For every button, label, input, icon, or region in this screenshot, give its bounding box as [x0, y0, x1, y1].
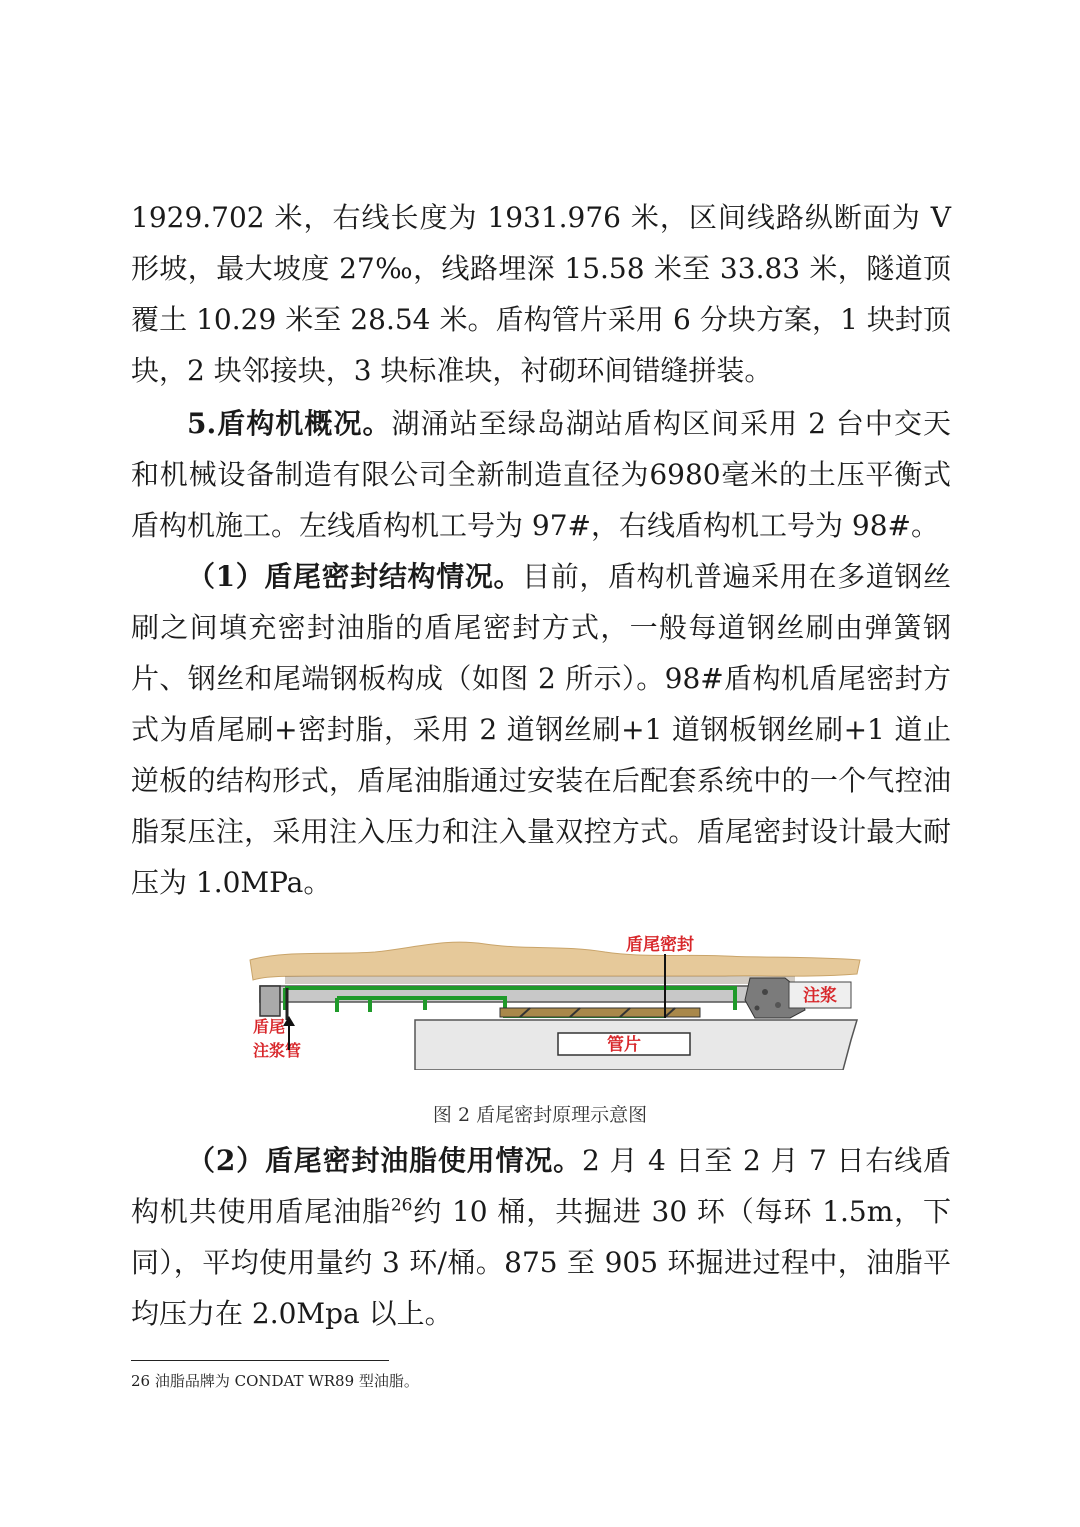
shield-overview-body: 湖涌站至绿岛湖站盾构区间采用 2 台中交天和机械设备制造有限公司全新制造直径为6980毫米的土压平衡式盾构机施工。左线盾构机工号为 97#，右线盾构机工号为 98#。	[131, 407, 951, 542]
section-heading-shield-overview: 5.盾构机概况。	[187, 407, 392, 440]
label-tail-seal: 盾尾密封	[626, 935, 694, 955]
annulus-gap	[285, 976, 795, 984]
label-grout: 注浆	[803, 986, 837, 1006]
subsection-heading-tail-seal-structure: （1）盾尾密封结构情况。	[187, 560, 523, 593]
subsection-heading-grease-usage: （2）盾尾密封油脂使用情况。	[187, 1144, 582, 1177]
soil-layer	[250, 942, 860, 980]
label-segment: 管片	[607, 1035, 641, 1055]
label-grout-pipe: 注浆管	[253, 1041, 302, 1060]
tail-seal-diagram-svg	[245, 930, 865, 1070]
label-shield-tail: 盾尾	[253, 1017, 286, 1036]
paragraph-line-specs: 1929.702 米，右线长度为 1931.976 米，区间线路纵断面为 V 形坡，最大坡度 27‰，线路埋深 15.58 米至 33.83 米，隧道顶覆土 10.29 米至 28.54 米。盾构管片采用 6 分块方案，1 块封顶块，2 块邻接块，3 块标准块，衬砌环间错缝拼装。	[131, 201, 951, 387]
footnote-ref-26: 26	[390, 1195, 413, 1216]
grease-usage-body-a: 2 月 4 日至 2 月 7 日右线盾构机共使用盾尾油脂	[131, 1144, 952, 1228]
tail-seal-structure-body: 目前，盾构机普遍采用在多道钢丝刷之间填充密封油脂的盾尾密封方式，一般每道钢丝刷由弹簧钢片、钢丝和尾端钢板构成（如图 2 所示）。98#盾构机盾尾密封方式为盾尾刷+密封脂，采用 2 道钢丝刷+1 道钢板钢丝刷+1 道止逆板的结构形式，盾尾油脂通过安装在后配套系统中的一个气控油脂泵压注，采用注入压力和注入量双控方式。盾尾密封设计最大耐压为 1.0MPa。	[131, 560, 951, 899]
footnote-divider	[131, 1360, 389, 1361]
shell-left-end	[260, 986, 280, 1016]
figure-caption: 图 2 盾尾密封原理示意图	[432, 1104, 648, 1126]
figure-tail-seal-diagram	[245, 930, 865, 1070]
paragraph-shield-overview	[131, 398, 951, 551]
footnote-26: 26 油脂品牌为 CONDAT WR89 型油脂。	[131, 1372, 419, 1390]
paragraph-tail-seal-structure	[131, 551, 951, 908]
paragraph-grease-usage	[131, 1135, 951, 1339]
grease-usage-body-b: 约 10 桶，共掘进 30 环（每环 1.5m，下同），平均使用量约 3 环/桶。875 至 905 环掘进过程中，油脂平均压力在 2.0Mpa 以上。	[131, 1195, 951, 1330]
